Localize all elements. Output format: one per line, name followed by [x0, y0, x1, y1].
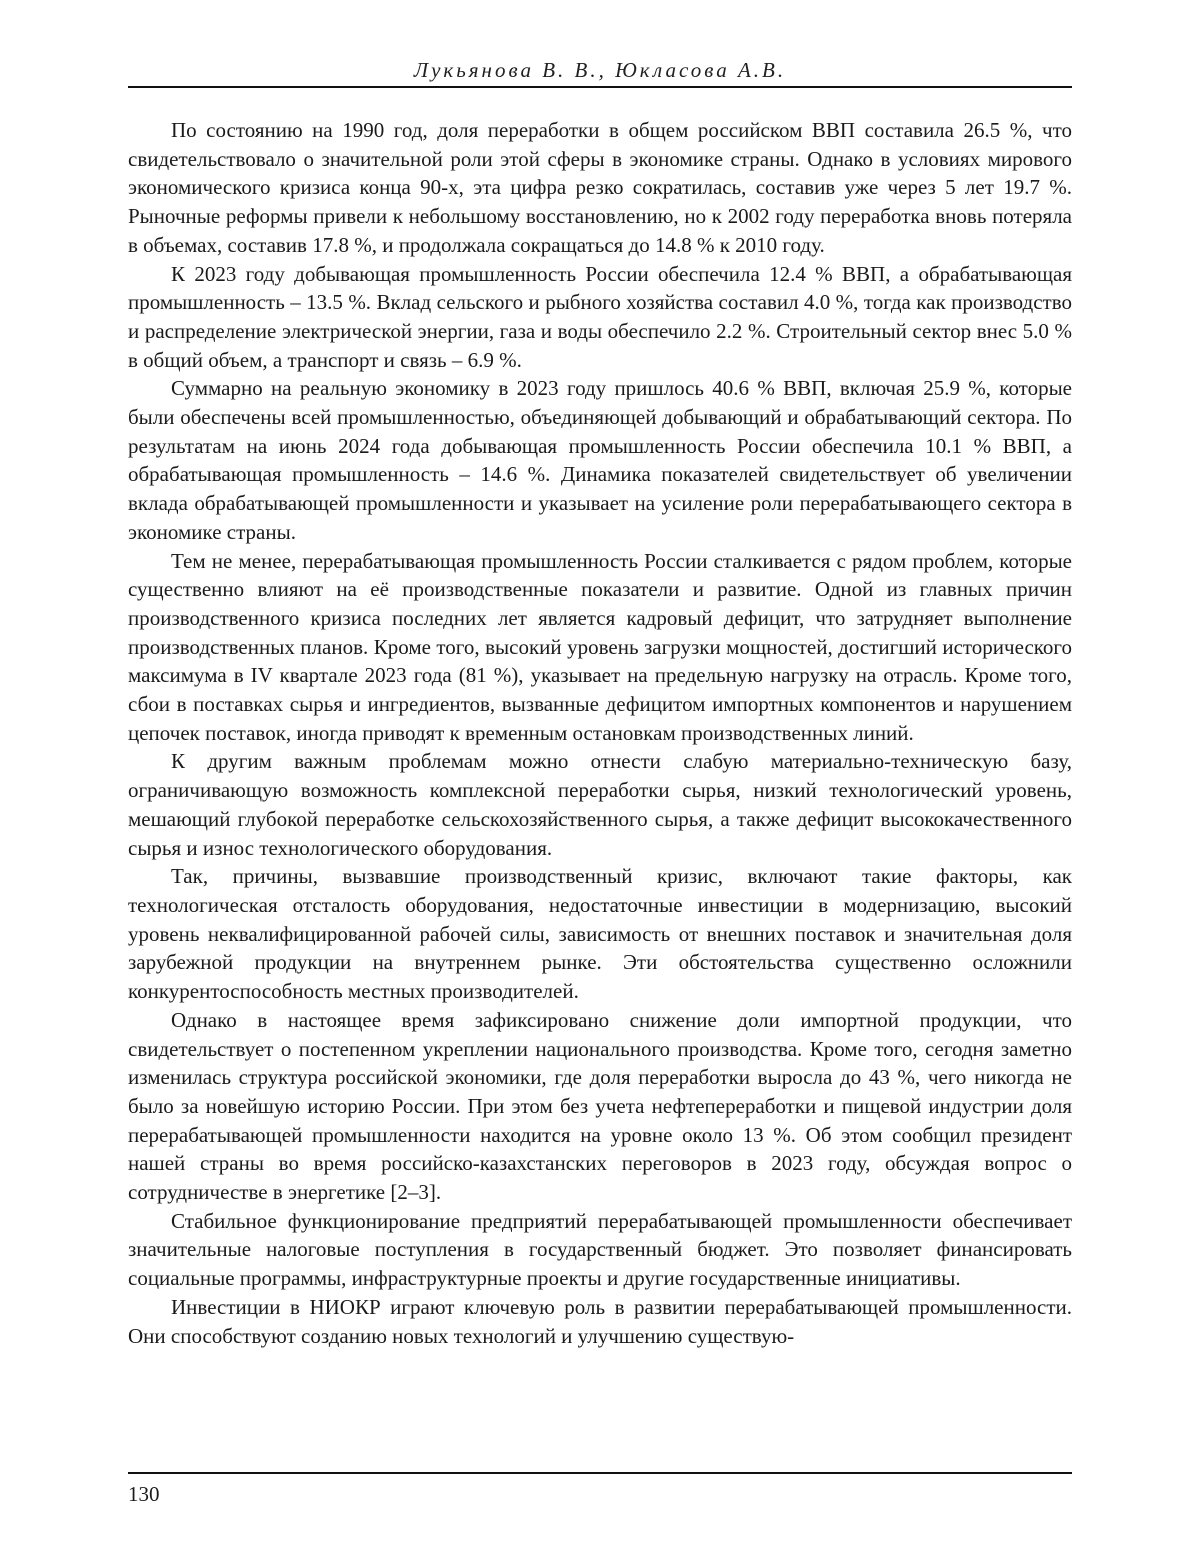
paragraph-1: По состоянию на 1990 год, доля переработки в общем российском ВВП составила 26.5 %, что свидетельствовало о значительной роли этой сферы в экономике страны. Однако в условиях мирового экономического кризиса конца 90-х, эта цифра резко сократилась, составив уже через 5 лет 19.7 %. Рыночные реформы привели к небольшому восстановлению, но к 2002 году переработка вновь потеряла в объемах, составив 17.8 %, и продолжала сокращаться до 14.8 % к 2010 году. [128, 116, 1072, 260]
header-rule [128, 86, 1072, 88]
page [0, 0, 1200, 1553]
page-number: 130 [128, 1482, 160, 1507]
footer-rule [128, 1472, 1072, 1474]
paragraph-6: Так, причины, вызвавшие производственный кризис, включают такие факторы, как технологическая отсталость оборудования, недостаточные инвестиции в модернизацию, высокий уровень неквалифицированной рабочей силы, зависимость от внешних поставок и значительная доля зарубежной продукции на внутреннем рынке. Эти обстоятельства существенно осложнили конкурентоспособность местных производителей. [128, 862, 1072, 1006]
paragraph-5: К другим важным проблемам можно отнести слабую материально-техническую базу, ограничивающую возможность комплексной переработки сырья, низкий технологический уровень, мешающий глубокой переработке сельскохозяйственного сырья, а также дефицит высококачественного сырья и износ технологического оборудования. [128, 747, 1072, 862]
paragraph-3: Суммарно на реальную экономику в 2023 году пришлось 40.6 % ВВП, включая 25.9 %, которые были обеспечены всей промышленностью, объединяющей добывающий и обрабатывающий сектора. По результатам на июнь 2024 года добывающая промышленность России обеспечила 10.1 % ВВП, а обрабатывающая промышленность – 14.6 %. Динамика показателей свидетельствует об увеличении вклада обрабатывающей промышленности и указывает на усиление роли перерабатывающего сектора в экономике страны. [128, 374, 1072, 546]
paragraph-4: Тем не менее, перерабатывающая промышленность России сталкивается с рядом проблем, которые существенно влияют на её производственные показатели и развитие. Одной из главных причин производственного кризиса последних лет является кадровый дефицит, что затрудняет выполнение производственных планов. Кроме того, высокий уровень загрузки мощностей, достигший исторического максимума в IV квартале 2023 года (81 %), указывает на предельную нагрузку на отрасль. Кроме того, сбои в поставках сырья и ингредиентов, вызванные дефицитом импортных компонентов и нарушением цепочек поставок, иногда приводят к временным остановкам производственных линий. [128, 547, 1072, 748]
running-header-authors: Лукьянова В. В., Юкласова А.В. [128, 58, 1072, 83]
article-body [128, 116, 1072, 1350]
paragraph-9: Инвестиции в НИОКР играют ключевую роль в развитии перерабатывающей промышленности. Они способствуют созданию новых технологий и улучшению существую- [128, 1293, 1072, 1350]
paragraph-8: Стабильное функционирование предприятий перерабатывающей промышленности обеспечивает значительные налоговые поступления в государственный бюджет. Это позволяет финансировать социальные программы, инфраструктурные проекты и другие государственные инициативы. [128, 1207, 1072, 1293]
paragraph-7: Однако в настоящее время зафиксировано снижение доли импортной продукции, что свидетельствует о постепенном укреплении национального производства. Кроме того, сегодня заметно изменилась структура российской экономики, где доля переработки выросла до 43 %, чего никогда не было за новейшую историю России. При этом без учета нефтепереработки и пищевой индустрии доля перерабатывающей промышленности находится на уровне около 13 %. Об этом сообщил президент нашей страны во время российско-казахстанских переговоров в 2023 году, обсуждая вопрос о сотрудничестве в энергетике [2–3]. [128, 1006, 1072, 1207]
paragraph-2: К 2023 году добывающая промышленность России обеспечила 12.4 % ВВП, а обрабатывающая промышленность – 13.5 %. Вклад сельского и рыбного хозяйства составил 4.0 %, тогда как производство и распределение электрической энергии, газа и воды обеспечило 2.2 %. Строительный сектор внес 5.0 % в общий объем, а транспорт и связь – 6.9 %. [128, 260, 1072, 375]
